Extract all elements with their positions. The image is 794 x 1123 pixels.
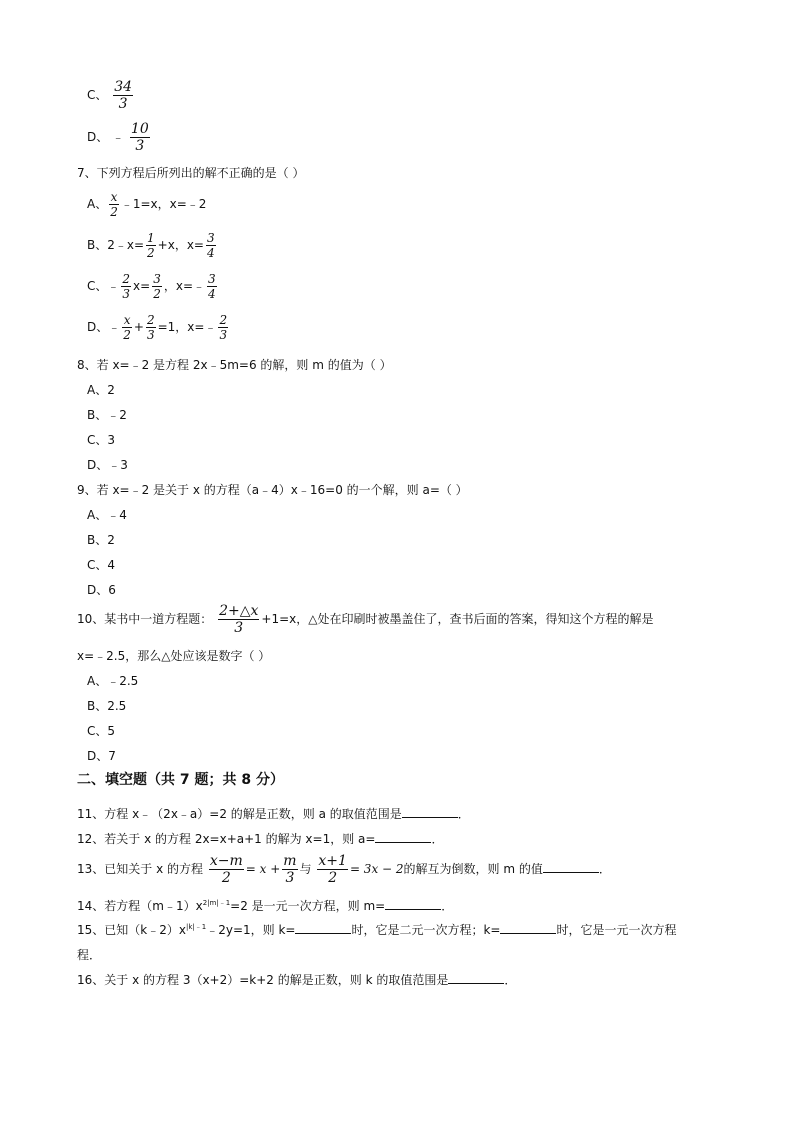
answer-blank[interactable]: [375, 830, 431, 843]
q8-stem: 8、若 x=﹣2 是方程 2x﹣5m=6 的解，则 m 的值为（ ）: [77, 358, 392, 372]
fraction: $\frac{3}{2}$: [153, 272, 161, 301]
fraction: $\frac{2+\triangle x}{3}$: [219, 603, 259, 636]
fraction: $\frac{3}{4}$: [207, 231, 215, 260]
fraction: $\frac{x}{2}$: [123, 313, 131, 342]
fraction: $\frac{34}{3}$: [114, 79, 133, 112]
q7-option-a: A、 $\frac{x}{2}$ ﹣1=x，x=﹣2: [87, 190, 207, 219]
answer-blank[interactable]: [500, 921, 556, 934]
fraction: $\frac{1}{2}$: [147, 231, 155, 260]
q11: 11、方程 x﹣（2x﹣a）=2 的解是正数，则 a 的取值范围是 ．: [77, 807, 470, 821]
q14: 14、若方程$(m﹣1)x^{2|m|﹣1}=2$ 是一元一次方程，则 m= ．: [77, 899, 454, 913]
fraction: $\frac{10}{3}$: [130, 121, 149, 154]
q9-stem: 9、若 x=﹣2 是关于 x 的方程（a﹣4）x﹣16=0 的一个解，则 a=（ ）: [77, 483, 468, 497]
q10-option-b: B、2.5: [87, 699, 127, 713]
q7-stem: 7、下列方程后所列出的解不正确的是（ ）: [77, 166, 305, 180]
answer-blank[interactable]: [402, 805, 458, 818]
q9-option-a: A、﹣4: [87, 508, 127, 522]
fraction: $\frac{m}{3}$: [283, 853, 297, 886]
answer-blank[interactable]: [295, 921, 351, 934]
q8-option-d: D、﹣3: [87, 458, 128, 472]
q10-stem-line2: x=﹣2.5，那么△处应该是数字（ ）: [77, 649, 271, 663]
q8-option-a: A、2: [87, 383, 115, 397]
answer-blank[interactable]: [385, 897, 441, 910]
q10-option-c: C、5: [87, 724, 116, 738]
q6-option-c: C、 $\frac{34}{3}$: [87, 79, 133, 112]
q10-option-a: A、﹣2.5: [87, 674, 139, 688]
q7-option-b: B、2﹣x= $\frac{1}{2}$ +x，x= $\frac{3}{4}$: [87, 231, 215, 260]
answer-blank[interactable]: [543, 860, 599, 873]
q9-option-b: B、2: [87, 533, 115, 547]
q9-option-c: C、4: [87, 558, 116, 572]
q9-option-d: D、6: [87, 583, 116, 597]
q7-option-d: D、﹣ $\frac{x}{2}$ + $\frac{2}{3}$ =1，x=﹣ $\frac{2}{3}$: [87, 313, 228, 342]
answer-blank[interactable]: [448, 971, 504, 984]
fraction: $\frac{2}{3}$: [219, 313, 228, 342]
q10-stem: 10、某书中一道方程题： $\frac{2+\triangle x}{3}$ +1=x，△处在印刷时被墨盖住了，查书后面的答案，得知这个方程的解是: [77, 603, 654, 636]
q7-option-c: C、﹣ $\frac{2}{3}$ x= $\frac{3}{2}$ ，x=﹣ $\frac{3}{4}$: [87, 272, 216, 301]
q13: 13、已知关于 x 的方程 $\frac{x-m}{2}$ = x + $\frac{m}{3}$ 与 $\frac{x+1}{2}$ = 3x − 2的解互为倒数，则 m 的值 ．: [77, 853, 611, 886]
q8-option-c: C、3: [87, 433, 116, 447]
q10-option-d: D、7: [87, 749, 116, 763]
fraction: $\frac{3}{4}$: [208, 272, 216, 301]
q15: 15、已知$(k﹣2)x^{|k|﹣1}﹣2y=1$，则 k= 时，它是二元一次方程；k= 时，它是一元一次方程: [77, 923, 677, 937]
fraction: $\frac{2}{3}$: [146, 313, 155, 342]
section-title: 二、填空题（共 7 题；共 8 分）: [77, 772, 284, 788]
fraction: $\frac{x}{2}$: [110, 190, 118, 219]
q15-line2: 程．: [77, 948, 102, 962]
fraction: $\frac{x+1}{2}$: [318, 853, 347, 886]
q8-option-b: B、﹣2: [87, 408, 127, 422]
q16: 16、关于 x 的方程 3（x+2）=k+2 的解是正数，则 k 的取值范围是 ．: [77, 973, 517, 987]
q12: 12、若关于 x 的方程 2x=x+a+1 的解为 x=1，则 a= ．: [77, 832, 444, 846]
q6-option-d: D、 ﹣ $\frac{10}{3}$: [87, 121, 149, 154]
fraction: $\frac{x-m}{2}$: [209, 853, 243, 886]
fraction: $\frac{2}{3}$: [122, 272, 131, 301]
